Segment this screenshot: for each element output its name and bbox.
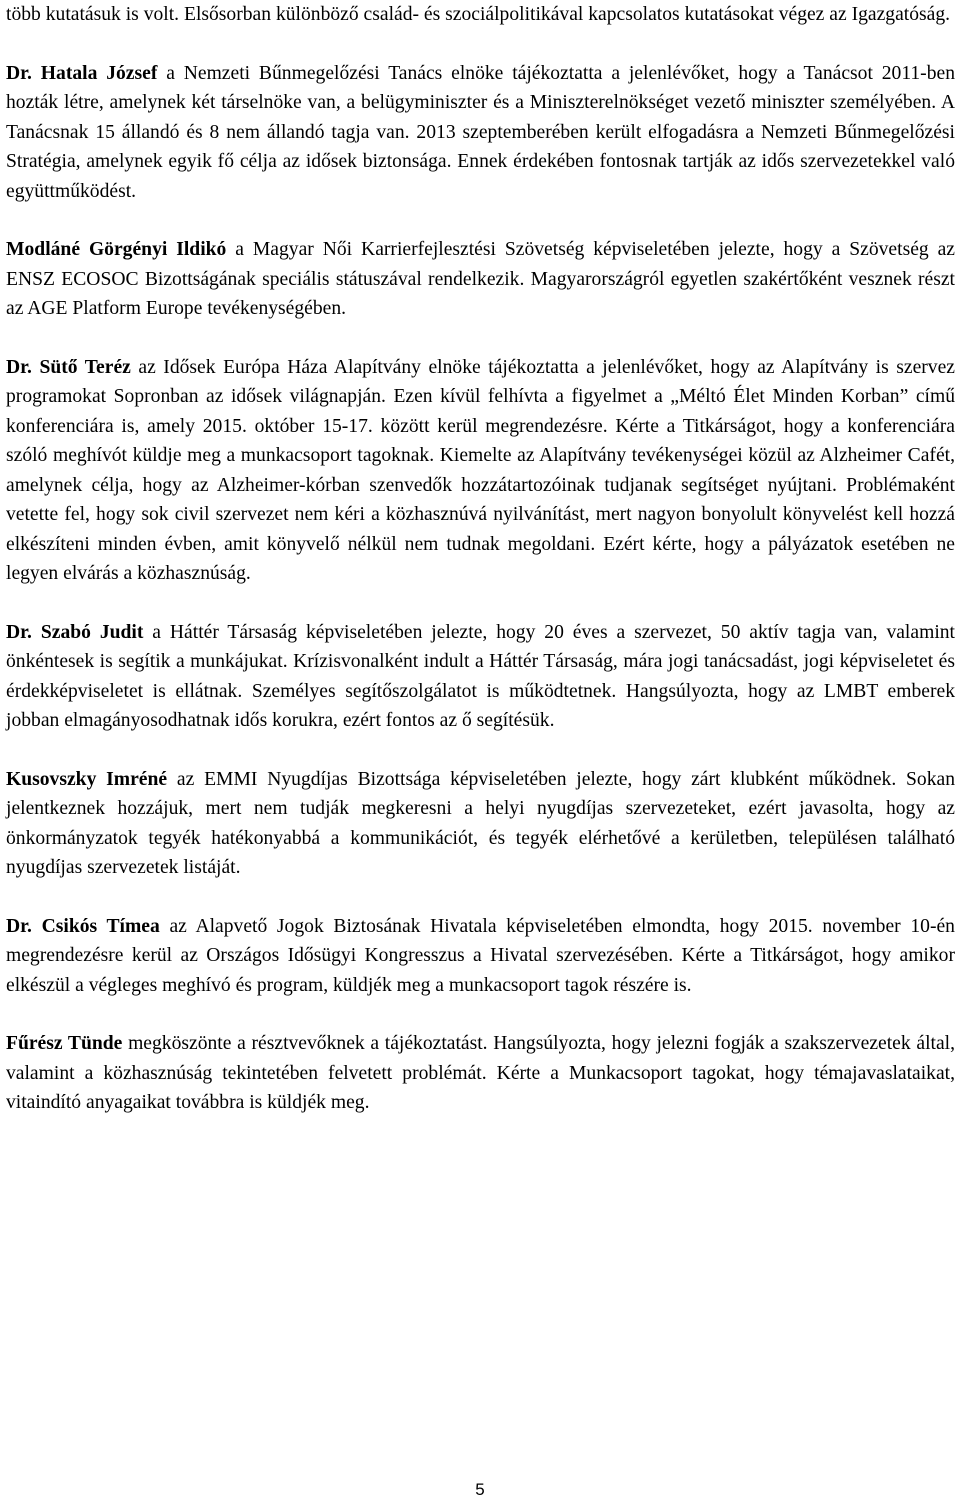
speaker-name: Dr. Szabó Judit [6,621,144,643]
page-number: 5 [475,1480,485,1499]
speaker-name: Fűrész Tünde [6,1033,123,1054]
paragraph-furesz [6,1029,955,1118]
paragraph-hatala [6,59,955,207]
paragraph-text: az EMMI Nyugdíjas Bizottsága képviseletében jelezte, hogy zárt klubként működnek. Sokan jelentkeznek hozzájuk, mert nem tudják megkeresni a helyi nyugdíjas szervezeteket, ezért javasolta, hogy az önkormányzatok tegyék hatékonyabbá a kommunikációt, és tegyék elérhetővé a kerületben, településen található nyugdíjas szervezetek listáját. [6,768,955,878]
speaker-name: Dr. Sütő Teréz [6,356,131,378]
paragraph-csikos [6,912,955,1001]
paragraph-kusovszky [6,765,955,883]
paragraph-text: a Háttér Társaság képviseletében jelezte, hogy 20 éves a szervezet, 50 aktív tagja van, valamint önkéntesek is segítik a munkájukat. Krízisvonalként indult a Háttér Társaság, mára jogi tanácsadást, jogi képviseletet és érdekképviseletet is ellátnak. Személyes segítőszolgálatot is működtetnek. Hangsúlyozta, hogy az LMBT emberek jobban elmagányosodhatnak idős korukra, ezért fontos az ő segítésük. [6,621,955,731]
speaker-name: Modláné Görgényi Ildikó [6,239,227,260]
paragraph-modlane [6,235,955,324]
paragraph-text: az Alapvető Jogok Biztosának Hivatala képviseletében elmondta, hogy 2015. november 10-én megrendezésre kerül az Országos Idősügyi Kongresszus a Hivatal szervezésében. Kérte a Titkárságot, hogy amikor elkészül a végleges meghívó és program, küldjék meg a munkacsoport tagok részére is. [6,915,955,996]
paragraph-suto [6,353,955,589]
speaker-name: Kusovszky Imréné [6,768,168,790]
paragraph-text: megköszönte a résztvevőknek a tájékoztatást. Hangsúlyozta, hogy jelezni fogják a szakszervezetek által, valamint a közhasznúság tekintetében felvetett problémát. Kérte a Munkacsoport tagokat, hogy témajavaslataikat, vitaindító anyagaikat továbbra is küldjék meg. [6,1033,955,1113]
document-page [6,0,955,1118]
paragraph-text: a Nemzeti Bűnmegelőzési Tanács elnöke tájékoztatta a jelenlévőket, hogy a Tanácsot 2011-ben hozták létre, amelynek két társelnöke van, a belügyminiszter és a Miniszterelnökséget vezető miniszter személyében. A Tanácsnak 15 állandó és 8 nem állandó tagja van. 2013 szeptemberében került elfogadásra a Nemzeti Bűnmegelőzési Stratégia, amelynek egyik fő célja az idősek biztonsága. Ennek érdekében fontosnak tartják az idős szervezetekkel való együttműködést. [6,62,955,202]
paragraph-continuation [6,0,955,30]
paragraph-text: a Magyar Női Karrierfejlesztési Szövetség képviseletében jelezte, hogy a Szövetség az ENSZ ECOSOC Bizottságának speciális státuszával rendelkezik. Magyarországról egyetlen szakértőként vesznek részt az AGE Platform Europe tevékenységében. [6,239,955,319]
paragraph-szabo [6,618,955,736]
speaker-name: Dr. Csikós Tímea [6,915,160,937]
paragraph-text: több kutatásuk is volt. Elsősorban különböző család- és szociálpolitikával kapcsolatos kutatásokat végez az Igazgatóság. [6,4,951,25]
paragraph-text: az Idősek Európa Háza Alapítvány elnöke tájékoztatta a jelenlévőket, hogy az Alapítvány is szervez programokat Sopronban az idősek világnapján. Ezen kívül felhívta a figyelmet a „Méltó Élet Minden Korban” című konferenciára is, amely 2015. október 15-17. között kerül megrendezésre. Kérte a Titkárságot, hogy a konferenciára szóló meghívót küldje meg a munkacsoport tagoknak. Kiemelte az Alapítvány tevékenységei közül az Alzheimer Cafét, amelynek célja, hogy az Alzheimer-kórban szenvedők hozzátartozóinak tudjanak segítséget nyújtani. Problémaként vetette fel, hogy sok civil szervezet nem kéri a közhasznúvá nyilvánítást, mert nagyon bonyolult könyvelést kell hozzá elkészíteni minden évben, amit könyvelő nélkül nem tudnak megoldani. Ezért kérte, hogy a pályázatok esetében ne legyen elvárás a közhasznúság. [6,356,955,584]
speaker-name: Dr. Hatala József [6,62,158,84]
